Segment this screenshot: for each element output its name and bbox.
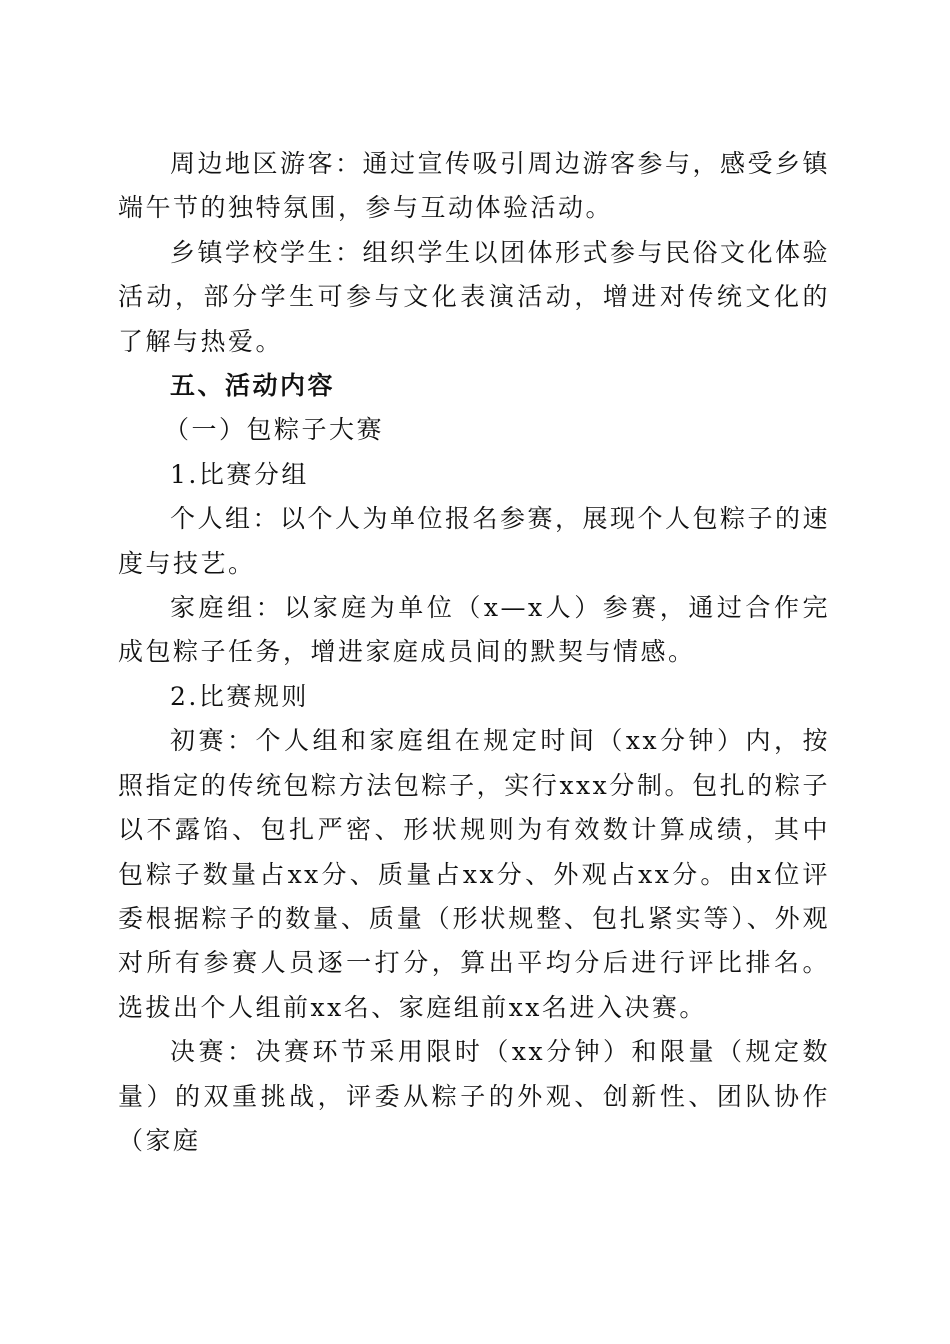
subsection-heading-zongzi-contest: （一）包粽子大赛 [164,415,385,445]
item-heading-rules: 2.比赛规则 [170,681,309,711]
document-body [118,142,830,1163]
paragraph-final: 决赛：决赛环节采用限时（xx分钟）和限量（规定数量）的双重挑战，评委从粽子的外观、创新性、团队协作（家庭 [118,1037,830,1155]
item-heading-grouping: 1.比赛分组 [170,459,309,489]
paragraph-family-group: 家庭组：以家庭为单位（x—x人）参赛，通过合作完成包粽子任务，增进家庭成员间的默契与情感。 [118,593,830,667]
paragraph-visitors: 周边地区游客：通过宣传吸引周边游客参与，感受乡镇端午节的独特氛围，参与互动体验活动。 [118,149,831,223]
section-heading-activity-content: 五、活动内容 [170,371,336,401]
paragraph-students: 乡镇学校学生：组织学生以团体形式参与民俗文化体验活动，部分学生可参与文化表演活动，增进对传统文化的了解与热爱。 [118,237,831,356]
paragraph-preliminary: 初赛：个人组和家庭组在规定时间（xx分钟）内，按照指定的传统包粽方法包粽子，实行xxx分制。包扎的粽子以不露馅、包扎严密、形状规则为有效数计算成绩，其中包粽子数量占xx分、质量占xx分、外观占xx分。由x位评委根据粽子的数量、质量（形状规整、包扎紧实等）、外观对所有参赛人员逐一打分，算出平均分后进行评比排名。选拔出个人组前xx名、家庭组前xx名进入决赛。 [118,726,830,1022]
paragraph-individual-group: 个人组：以个人为单位报名参赛，展现个人包粽子的速度与技艺。 [118,504,831,578]
